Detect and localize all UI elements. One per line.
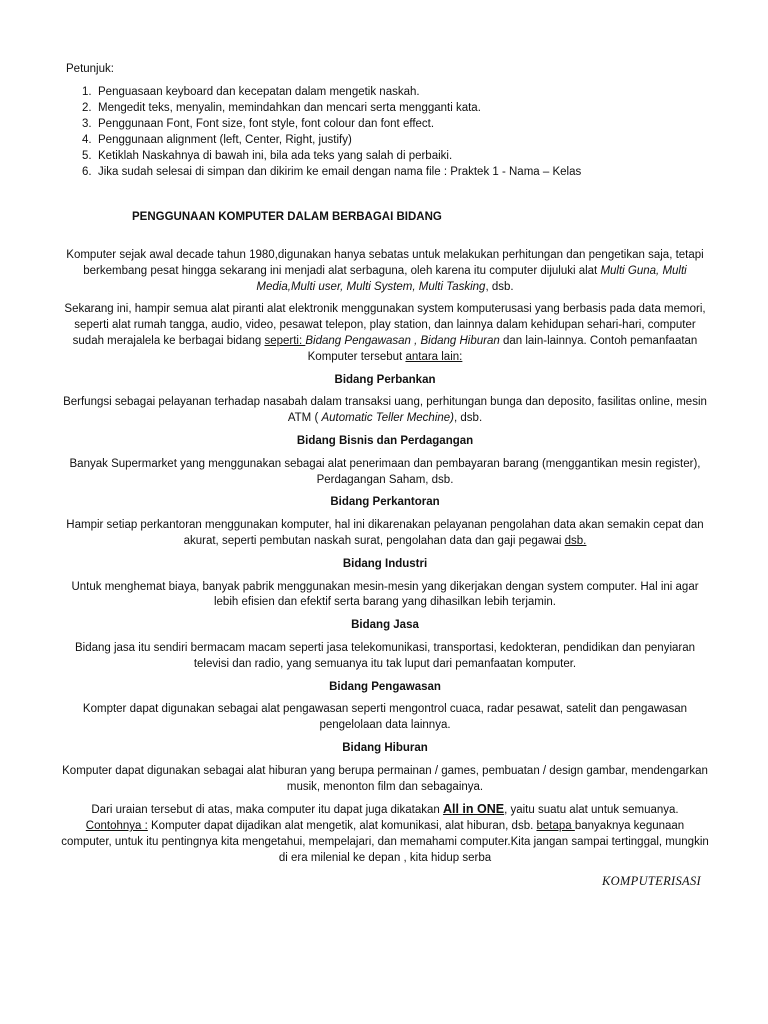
underlined-text: antara lain: [405,350,463,363]
section-heading-perkantoran: Bidang Perkantoran [330,496,440,509]
paragraph-text: banyaknya kegunaan computer, untuk itu pentingnya kita mengetahui, mempelajari, dan memahami computer.Kita jangan sampai tertinggal, mungkin di era milenial ke depan , kita hidup serba [61,820,709,864]
section-text-pengawasan: Kompter dapat digunakan sebagai alat pengawasan seperti mengontrol cuaca, radar pesawat, satelit dan pengawasan pengelolaan data lainnya. [82,703,688,732]
intro-paragraph [60,248,710,295]
list-item [66,148,726,164]
list-number: 3. [82,118,92,130]
section-text-industri: Untuk menghemat biaya, banyak pabrik menggunakan mesin-mesin yang dikerjakan dengan system computer. Hal ini agar lebih efisien dan efektif serta barang yang dihasilkan lebih terjamin. [71,580,699,609]
italic-text: Automatic Teller Mechine) [321,412,455,425]
section-heading-hiburan: Bidang Hiburan [342,741,428,754]
section-text-hiburan: Komputer dapat digunakan sebagai alat hiburan yang berupa permainan / games, pembuatan / design gambar, mendengarkan musik, menonton film dan sebagainya. [62,764,708,793]
section-text-jasa: Bidang jasa itu sendiri bermacam macam seperti jasa telekomunikasi, transportasi, kedokteran, pendidikan dan penyiaran televisi dan radio, yang semuanya itu tak luput dari pemanfaatan komputer. [74,641,696,670]
list-text: Jika sudah selesai di simpan dan dikirim ke email dengan nama file : Praktek 1 - Nama – Kelas [98,166,582,178]
paragraph-text: Komputer dapat dijadikan alat mengetik, alat komunikasi, alat hiburan, dsb. [147,820,537,833]
underlined-text: betapa [536,820,575,833]
list-number: 6. [82,166,92,178]
closing-paragraph [60,802,710,866]
paragraph-text: dan lain-lainnya. Contoh pemanfaatan Komputer tersebut [307,334,698,363]
intro-text: Komputer sejak awal decade tahun 1980,digunakan hanya sebatas untuk melakukan perhitungan dan pengetikan saja, tetapi berkembang pesat hingga sekarang ini menjadi alat serbaguna, oleh karena itu computer dijuluki alat [66,249,704,277]
paragraph-text: Sekarang ini, hampir semua alat piranti alat elektronik menggunakan system komputerusasi yang berbasis pada data memori, seperti alat rumah tangga, audio, video, pesawat telepon, play station, dan lainnya dalam kehidupan sehari-hari, computer sudah merajalela ke berbagai bidang [64,303,706,347]
intro-italic-text: Multi Guna, Multi Media,Multi user, Multi System, Multi Tasking [256,264,687,293]
section-heading-industri: Bidang Industri [342,557,428,570]
list-text: Penggunaan alignment (left, Center, Right, justify) [98,134,352,146]
list-text: Penggunaan Font, Font size, font style, font colour dan font effect. [98,118,435,130]
closing-word: KOMPUTERISASI [601,874,701,888]
list-item [66,164,726,180]
paragraph-text: , yaitu suatu alat untuk semuanya. [504,804,679,817]
instructions-list [66,84,726,180]
list-number: 2. [82,102,92,114]
section-text-bisnis: Banyak Supermarket yang menggunakan sebagai alat penerimaan dan pembayaran barang (menggantikan mesin register), Perdagangan Saham, dsb. [69,457,701,486]
list-number: 4. [82,134,92,146]
paragraph-text: Berfungsi sebagai pelayanan terhadap nasabah dalam transaksi uang, perhitungan bunga dan deposito, fasilitas online, mesin ATM ( [63,396,707,425]
list-item [66,84,726,100]
underlined-text: dsb. [564,534,587,547]
section-text-perbankan [60,395,710,427]
document-title: PENGGUNAAN KOMPUTER DALAM BERBAGAI BIDANG [132,211,442,223]
list-number: 5. [82,150,92,162]
underlined-text: seperti: [264,334,306,347]
section-heading-bisnis: Bidang Bisnis dan Perdagangan [296,434,474,447]
section-heading-jasa: Bidang Jasa [351,619,419,632]
section-heading-perbankan: Bidang Perbankan [334,373,436,386]
underlined-text: Contohnya : [85,820,148,833]
list-text: Ketiklah Naskahnya di bawah ini, bila ada teks yang salah di perbaiki. [98,150,453,162]
second-paragraph [60,302,710,365]
list-item [66,116,726,132]
list-text: Mengedit teks, menyalin, memindahkan dan mencari serta mengganti kata. [98,102,481,114]
paragraph-text: , dsb. [454,412,483,425]
list-number: 1. [82,86,92,98]
section-text-perkantoran [60,518,710,550]
list-item [66,100,726,116]
intro-text-end: , dsb. [485,280,514,293]
paragraph-text: Dari uraian tersebut di atas, maka computer itu dapat juga dikatakan [91,804,443,817]
emphasis-text: All in ONE [442,802,505,817]
section-heading-pengawasan: Bidang Pengawasan [329,680,441,693]
instructions-label: Petunjuk: [66,63,114,75]
italic-text: Bidang Pengawasan , Bidang Hiburan [305,334,500,347]
paragraph-text: Hampir setiap perkantoran menggunakan komputer, hal ini dikarenakan pelayanan pengolahan data akan semakin cepat dan akurat, seperti pembutan naskah surat, pengolahan data dan gaji pegawai [66,519,704,547]
list-item [66,132,726,148]
list-text: Penguasaan keyboard dan kecepatan dalam mengetik naskah. [98,86,420,98]
document-body [60,248,710,867]
